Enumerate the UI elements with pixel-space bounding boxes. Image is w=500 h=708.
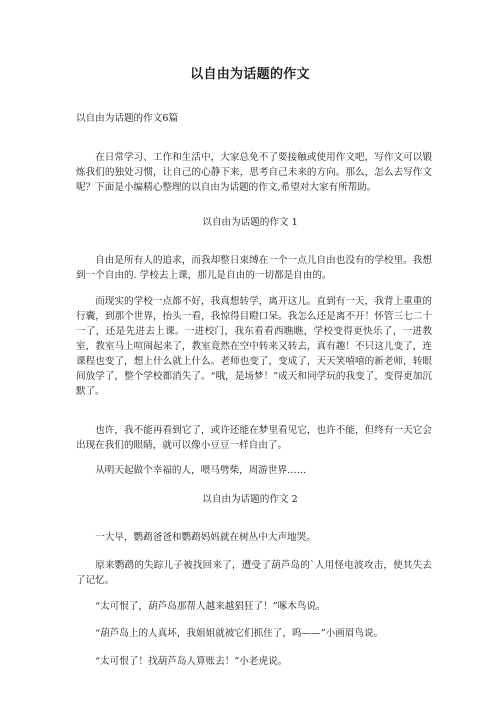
intro-paragraph: 在日常学习、工作和生活中，大家总免不了要接触或使用作文吧，写作文可以锻炼我们的独处习惯，让自己的心静下来，思考自己未来的方向。那么，怎么去写作文呢？下面是小编精心整理的以自由为话题的作文,希望对大家有所帮助。: [76, 152, 432, 193]
essay-2-paragraph-3: “太可恨了，葫芦岛那帮人越来越猖狂了！”啄木鸟说。: [95, 601, 326, 612]
essay-2-heading: 以自由为话题的作文 2: [202, 494, 298, 505]
document-subtitle: 以自由为话题的作文6篇: [76, 113, 179, 124]
essay-1-paragraph-3: 也许，我不能再看到它了，或许还能在梦里看见它，也许不能，但终有一天它会出现在我们的眼睛，就可以像小豆豆一样自由了。: [76, 425, 432, 451]
essay-1-heading: 以自由为话题的作文 1: [202, 217, 298, 228]
essay-2-paragraph-1: 一大早，鹦鹉爸爸和鹦鹉妈妈就在树丛中大声地哭。: [95, 532, 316, 543]
document-title: 以自由为话题的作文: [190, 67, 310, 82]
essay-1-paragraph-1: 自由是所有人的追求，而我却整日束缚在一个一点儿自由也没有的学校里。我想到一个自由的. 学校去上课，那儿是自由的一切都是自由的。: [76, 255, 432, 281]
essay-2-paragraph-4: “葫芦岛上的人真坏，我姐姐就被它们抓住了，呜——”小画眉鸟说。: [95, 628, 384, 639]
essay-1-paragraph-2: 而现实的学校一点都不好，我真想转学，离开这儿。直到有一天，我背上重重的行囊，到那个世界，抬头一看，我惊得目瞪口呆。我怎么还是离不开！怀管三七二十一了，还是先进去上课。一进校门，我东看看西瞧瞧，学校变得更快乐了，一进教室，教室马上喧闹起来了，教室竟然在空中转来又转去，真有趣！不只这儿变了，连课程也变了，想上什么就上什么。老师也变了，变成了，天天笑嘻嘻的新老师，转眼间放学了，整个学校都消失了。“哦，是场梦！”成天和同学玩的我变了，变得更加沉默了。: [76, 296, 432, 397]
essay-1-paragraph-4: 从明天起做个幸福的人，喂马劈柴，周游世界……: [95, 465, 307, 476]
essay-2-paragraph-2: 原来鹦鹉的失踪儿子被找回来了，遭受了葫芦岛的`人用怪电波攻击，使其失去了记忆。: [76, 560, 432, 586]
essay-2-paragraph-5: “太可恨了！找葫芦岛人算账去！”小老虎说。: [95, 656, 288, 667]
